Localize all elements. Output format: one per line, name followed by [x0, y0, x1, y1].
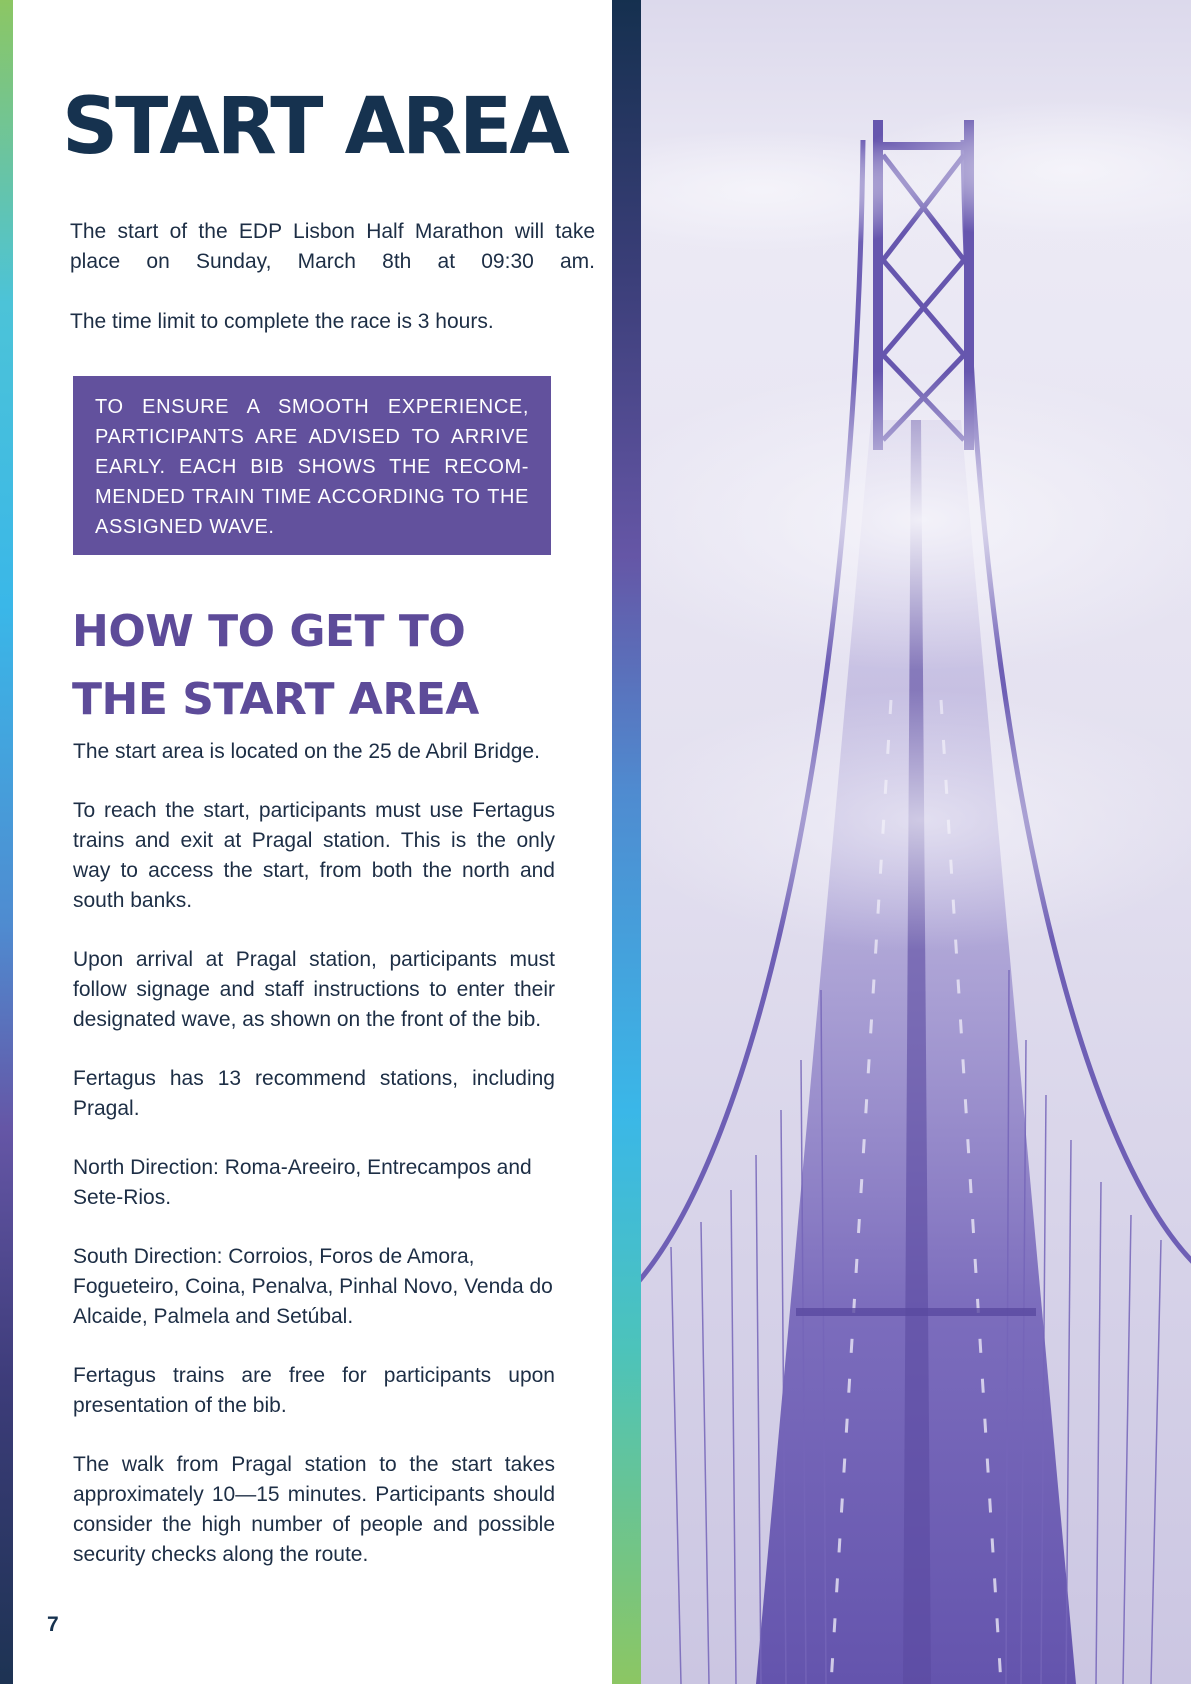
left-gradient-stripe	[0, 0, 13, 1684]
paragraph-south-direction: South Direction: Corroios, Foros de Amora, Fogueteiro, Coina, Penalva, Pinhal Novo, Venda do Alcaide, Palmela and Setúbal.	[73, 1245, 553, 1328]
intro-paragraph: The start of the EDP Lisbon Half Marathon will take place on Sunday, March 8th at 09:30 am.	[70, 220, 595, 273]
paragraph-stations: Fertagus has 13 recommend stations, including Pragal.	[73, 1067, 555, 1120]
paragraph-free-trains: Fertagus trains are free for participants upon presentation of the bib.	[73, 1364, 555, 1417]
callout-text: TO ENSURE A SMOOTH EXPERIENCE, PARTICIPANTS ARE ADVISED TO ARRIVE EARLY. EACH BIB SHOWS THE RECOM-MENDED TRAIN TIME ACCORDING TO THE ASSIGNED WAVE.	[95, 396, 529, 538]
time-limit-paragraph: The time limit to complete the race is 3 hours.	[70, 310, 494, 333]
divider-gradient-stripe	[612, 0, 641, 1684]
bridge-photo	[641, 0, 1191, 1684]
paragraph-location: The start area is located on the 25 de Abril Bridge.	[73, 740, 540, 763]
page-number: 7	[47, 1613, 59, 1636]
callout-box	[73, 376, 551, 555]
section-heading-line-2: THE START AREA	[72, 674, 479, 725]
paragraph-walk: The walk from Pragal station to the start takes approximately 10—15 minutes. Participants should consider the high number of people and possible security checks along the route.	[73, 1453, 555, 1566]
section-heading	[72, 598, 592, 734]
paragraph-north-direction: North Direction: Roma-Areeiro, Entrecampos and Sete-Rios.	[73, 1156, 532, 1209]
body-text	[73, 737, 555, 1599]
page-title: START AREA	[62, 82, 567, 172]
section-heading-line-1: HOW TO GET TO	[72, 606, 466, 657]
paragraph-arrival: Upon arrival at Pragal station, participants must follow signage and staff instructions to enter their designated wave, as shown on the front of the bib.	[73, 948, 555, 1031]
paragraph-trains: To reach the start, participants must use Fertagus trains and exit at Pragal station. This is the only way to access the start, from both the north and south banks.	[73, 799, 555, 912]
